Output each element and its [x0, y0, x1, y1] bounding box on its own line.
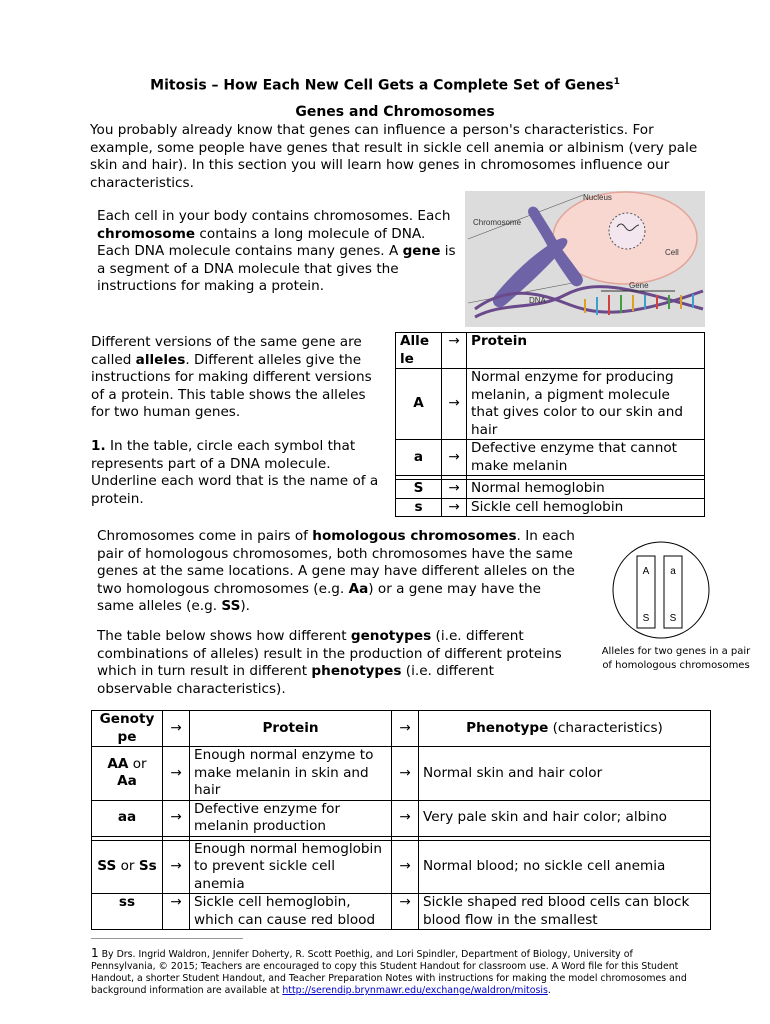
- svg-text:S: S: [669, 613, 677, 624]
- table-row: aa → Defective enzyme for melanin production → Very pale skin and hair color; albino: [92, 800, 711, 836]
- chromosome-dna-figure: [465, 191, 705, 327]
- arrow-icon: →: [163, 840, 190, 894]
- label-cell: Cell: [665, 248, 679, 257]
- arrow-icon: →: [163, 894, 190, 930]
- label-gene: Gene: [629, 281, 649, 290]
- arrow-icon: →: [442, 498, 467, 517]
- arrow-icon: →: [392, 711, 419, 747]
- table-header-row: [396, 333, 705, 369]
- footnote-divider: [91, 938, 243, 939]
- allele-table: [395, 332, 705, 517]
- nucleus-shape: [609, 213, 645, 249]
- genotype-paragraph: The table below shows how different genotypes (i.e. different combinations of alleles) result in the production of different proteins which in turn result in different phenotypes (i.e. different observable characteristics).: [97, 628, 562, 697]
- table-row: SS or Ss → Enough normal hemoglobin to prevent sickle cell anemia → Normal blood; no sickle cell anemia: [92, 840, 711, 894]
- question-1: 1. In the table, circle each symbol that represents part of a DNA molecule. Underline each word that is the name of a protein.: [91, 438, 379, 507]
- pair-figure-caption: Alleles for two genes in a pair of homologous chromosomes: [601, 646, 751, 671]
- arrow-icon: →: [163, 711, 190, 747]
- table-header-row: [92, 711, 711, 747]
- footnote-link[interactable]: http://serendip.brynmawr.edu/exchange/waldron/mitosis: [282, 985, 548, 996]
- alleles-paragraph: Different versions of the same gene are called alleles. Different alleles give the instructions for making different versions of a protein. This table shows the alleles for two human genes.: [91, 334, 372, 421]
- arrow-icon: →: [392, 894, 419, 930]
- table-row: a → Defective enzyme that cannot make melanin: [396, 440, 705, 476]
- label-dna: DNA: [529, 296, 546, 305]
- arrow-icon: →: [392, 800, 419, 836]
- homologous-pair-figure: [608, 540, 718, 640]
- svg-text:a: a: [670, 566, 676, 577]
- homologous-paragraph: Chromosomes come in pairs of homologous chromosomes. In each pair of homologous chromosomes, both chromosomes have the same genes at the same locations. A gene may have different alleles on the two homologous chromosomes (e.g. Aa) or a gene may have the same alleles (e.g. SS).: [97, 528, 575, 615]
- cell-paragraph: Each cell in your body contains chromosomes. Each chromosome contains a long molecule of DNA. Each DNA molecule contains many genes. A gene is a segment of a DNA molecule that gives the instructions for making a protein.: [97, 208, 456, 295]
- arrow-icon: →: [442, 440, 467, 476]
- genotype-table: [91, 710, 711, 930]
- table-row: S → Normal hemoglobin: [396, 480, 705, 499]
- header-phenotype: Phenotype (characteristics): [419, 711, 711, 747]
- intro-paragraph: You probably already know that genes can influence a person's characteristics. For example, some people have genes that result in sickle cell anemia or albinism (very pale skin and hair). In this section you will learn how genes in chromosomes influence our characteristics.: [90, 122, 698, 191]
- label-nucleus: Nucleus: [583, 193, 612, 202]
- arrow-icon: →: [442, 480, 467, 499]
- footnote: 1 By Drs. Ingrid Waldron, Jennifer Doherty, R. Scott Poethig, and Lori Spindler, Department of Biology, University of Pennsylvania, © 2015; Teachers are encouraged to copy this Student Handout for classroom use. A Word file for this Student Handout, a shorter Student Handout, and Teacher Preparation Notes with instructions for making the model chromosomes and background information are available at http://serendip.brynmawr.edu/exchange/waldron/mitosis.: [91, 946, 687, 996]
- section-heading: Genes and Chromosomes: [295, 104, 495, 120]
- svg-text:A: A: [642, 566, 650, 577]
- header-genotype: Genoty pe: [92, 711, 163, 747]
- pair-circle: [613, 542, 709, 638]
- arrow-icon: →: [163, 747, 190, 801]
- label-chromosome: Chromosome: [473, 218, 522, 227]
- table-row: A → Normal enzyme for producing melanin, a pigment molecule that gives color to our skin and hair: [396, 369, 705, 440]
- svg-text:S: S: [642, 613, 650, 624]
- arrow-icon: →: [163, 800, 190, 836]
- header-protein: Protein: [467, 333, 705, 369]
- arrow-icon: →: [442, 333, 467, 369]
- header-allele: Alle le: [396, 333, 442, 369]
- table-row: AA or Aa → Enough normal enzyme to make melanin in skin and hair → Normal skin and hair color: [92, 747, 711, 801]
- arrow-icon: →: [392, 747, 419, 801]
- header-protein: Protein: [190, 711, 392, 747]
- page-title: Mitosis – How Each New Cell Gets a Complete Set of Genes$^1$: [150, 77, 620, 94]
- table-row: s → Sickle cell hemoglobin: [396, 498, 705, 517]
- arrow-icon: →: [442, 369, 467, 440]
- table-row: ss → Sickle cell hemoglobin, which can cause red blood → Sickle shaped red blood cells can block blood flow in the smallest: [92, 894, 711, 930]
- arrow-icon: →: [392, 840, 419, 894]
